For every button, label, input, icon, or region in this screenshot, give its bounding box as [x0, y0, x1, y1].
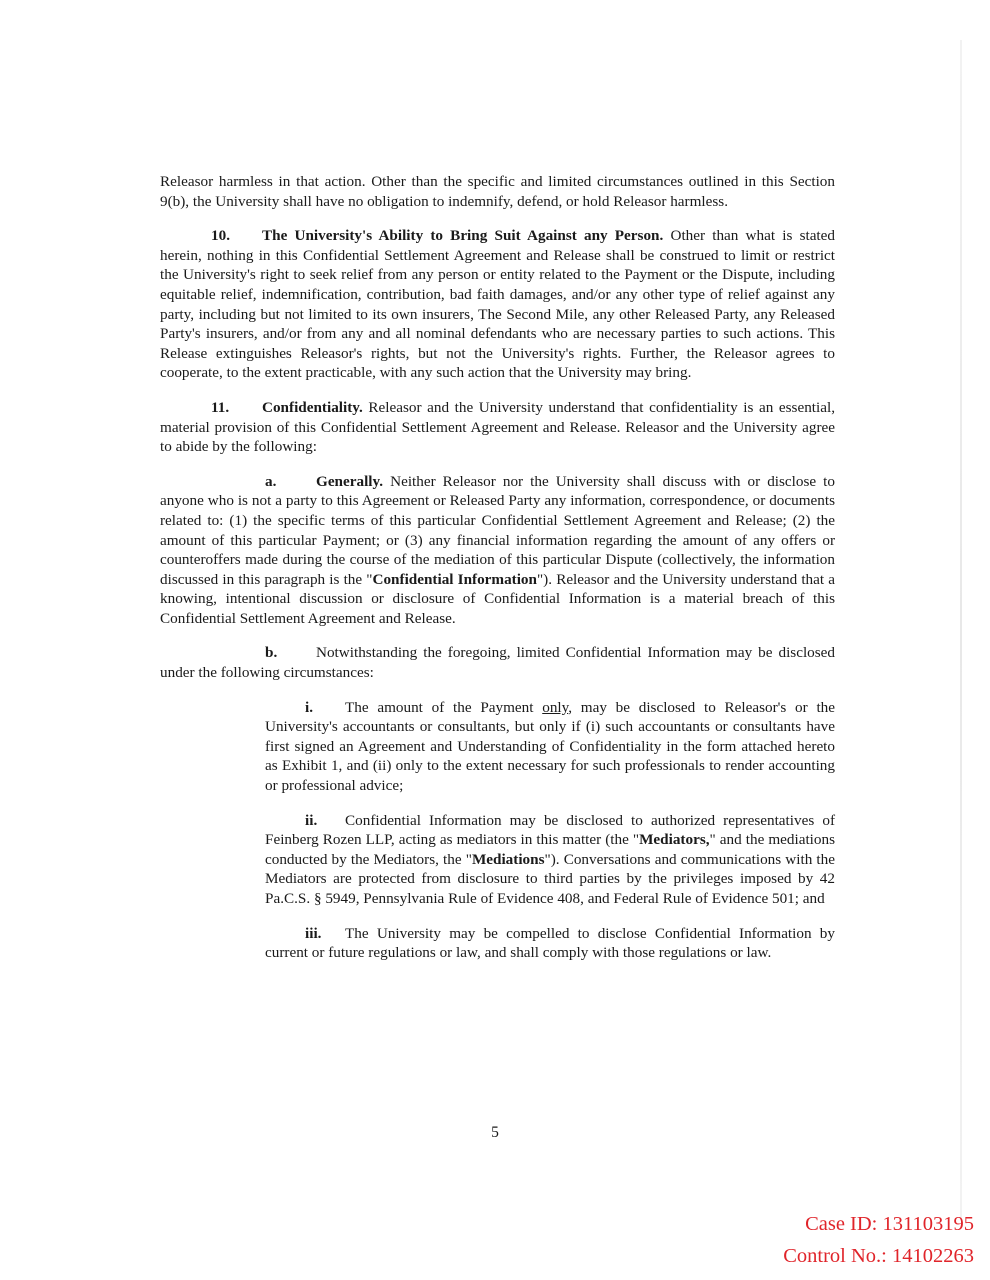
- document-body: [160, 172, 835, 978]
- subsection-a-letter: a.: [265, 472, 277, 490]
- section-10-heading: The University's Ability to Bring Suit Against any Person.: [262, 227, 664, 245]
- control-number-stamp: Control No.: 14102263: [783, 1245, 974, 1267]
- subsection-b: [160, 643, 835, 682]
- item-ii-text-2: " and the mediations conducted by the Mediators, the ": [265, 831, 835, 868]
- defined-term-mediators: Mediators,: [639, 831, 710, 849]
- section-10: [160, 226, 835, 383]
- section-11-number: 11.: [211, 398, 230, 416]
- item-ii-text-1: Confidential Information may be disclosed to authorized representatives of Feinberg Rozen LLP, acting as mediators in this matter (the ": [265, 811, 835, 849]
- section-10-number: 10.: [211, 227, 230, 245]
- item-iii-text: The University may be compelled to disclose Confidential Information by current or future regulations or law, and shall comply with those regulations or law.: [265, 924, 835, 962]
- item-ii: [265, 811, 835, 909]
- subsection-a: [160, 472, 835, 629]
- subsection-b-letter: b.: [265, 644, 278, 662]
- subsection-a-heading: Generally.: [316, 472, 384, 490]
- subsection-a-text-2: "). Releasor and the University understand that a knowing, intentional discussion or disclosure of Confidential Information is a material breach of this Confidential Settlement Agreement and Release.: [160, 570, 835, 627]
- item-iii-number: iii.: [305, 924, 322, 942]
- page-edge: [960, 40, 962, 1220]
- section-11: [160, 398, 835, 457]
- item-i-number: i.: [305, 698, 314, 716]
- item-ii-text-3: "). Conversations and communications with the Mediators are protected from disclosure to third parties by the privileges imposed by 42 Pa.C.S. § 5949, Pennsylvania Rule of Evidence 408, and Federal Rule of Evidence 501; and: [265, 850, 835, 907]
- item-i: [265, 698, 835, 796]
- page-number: 5: [491, 1124, 499, 1141]
- intro-paragraph: Releasor harmless in that action. Other than the specific and limited circumstances outlined in this Section 9(b), the University shall have no obligation to indemnify, defend, or hold Releasor harmless.: [160, 173, 835, 210]
- item-i-underlined: only: [542, 698, 569, 716]
- item-ii-number: ii.: [305, 811, 318, 829]
- subsection-a-text-1: Neither Releasor nor the University shall discuss with or disclose to anyone who is not a party to this Agreement or Released Party any information, correspondence, or documents related to: (1) the specific terms of this particular Confidential Settlement Agreement and Release; (2) the amount of this particular Payment; or (3) any financial information regarding the amount of any offers or counteroffers made during the course of the mediation of this particular Dispute (collectively, the information discussed in this paragraph is the ": [160, 472, 835, 588]
- defined-term-mediations: Mediations: [471, 850, 545, 868]
- subsection-b-text: Notwithstanding the foregoing, limited Confidential Information may be disclosed under the following circumstances:: [160, 644, 835, 682]
- item-iii: [265, 924, 835, 963]
- section-11-heading: Confidentiality.: [262, 398, 363, 416]
- defined-term-confidential-information: Confidential Information: [372, 570, 537, 588]
- item-i-text-2: , may be disclosed to Releasor's or the University's accountants or consultants, but only if (i) such accountants or consultants have first signed an Agreement and Understanding of Confidentiality in the form attached hereto as Exhibit 1, and (ii) only to the extent necessary for such professionals to render accounting or professional advice;: [265, 698, 835, 795]
- section-11-text: Releasor and the University understand that confidentiality is an essential, material provision of this Confidential Settlement Agreement and Release. Releasor and the University agree to abide by the following:: [160, 398, 835, 456]
- case-id-stamp: Case ID: 131103195: [805, 1213, 974, 1235]
- item-i-text-1: The amount of the Payment: [345, 698, 543, 716]
- section-10-text: Other than what is stated herein, nothing in this Confidential Settlement Agreement and Release shall be construed to limit or restrict the University's right to seek relief from any person or entity related to the Payment or the Dispute, including equitable relief, indemnification, contribution, bad faith damages, and/or any other type of relief against any party, including but not limited to its own insurers, The Second Mile, any other Released Party, any Released Party's insurers, and/or from any and all nominal defendants who are necessary parties to such actions. This Release extinguishes Releasor's rights, but not the University's rights. Further, the Releasor agrees to cooperate, to the extent practicable, with any such action that the University may bring.: [160, 227, 835, 382]
